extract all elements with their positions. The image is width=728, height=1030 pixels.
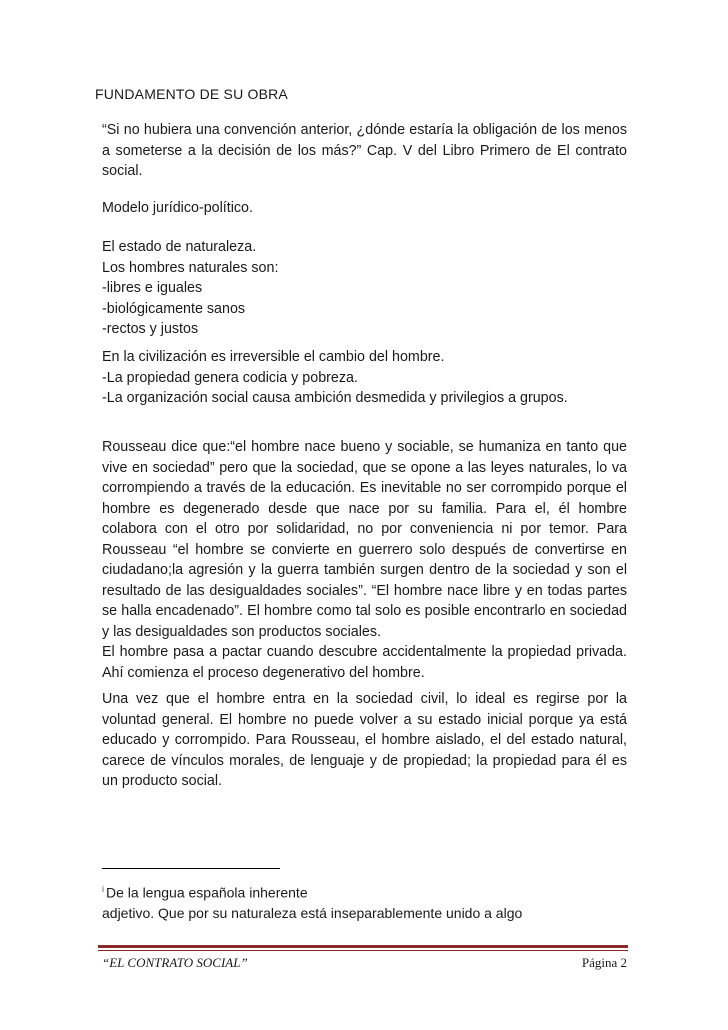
rousseau-section (102, 437, 627, 683)
model-label: Modelo jurídico-político. (102, 200, 253, 216)
civilization-intro: En la civilización es irreversible el cambio del hombre. (102, 349, 445, 365)
list-item: -libres e iguales (102, 280, 203, 296)
opening-quote: “Si no hubiera una convención anterior, ¿dónde estaría la obligación de los menos a someterse a la decisión de los más?” Cap. V del Libro Primero de El contrato social. (102, 122, 627, 179)
general-will-section (102, 689, 627, 792)
footer-divider-thin (98, 950, 628, 951)
nature-title: El estado de naturaleza. (102, 239, 257, 255)
list-item: -La propiedad genera codicia y pobreza. (102, 369, 358, 386)
state-of-nature-list (102, 237, 627, 340)
list-item: -La organización social causa ambición desmedida y privilegios a grupos. (102, 390, 568, 406)
footnote-separator (102, 868, 280, 869)
footnote (102, 879, 522, 923)
footer-title: “EL CONTRATO SOCIAL” (102, 955, 248, 970)
general-will-paragraph: Una vez que el hombre entra en la sociedad civil, lo ideal es regirse por la voluntad general. El hombre no puede volver a su estado inicial porque ya está educado y corrompido. Para Rousseau, el hombre aislado, el del estado natural, carece de vínculos morales, de lenguaje y de propiedad; la propiedad para él es un producto social. (102, 691, 627, 789)
list-item: -biológicamente sanos (102, 300, 246, 317)
rousseau-paragraph: Rousseau dice que:“el hombre nace bueno y sociable, se humaniza en tanto que vive en sociedad” pero que la sociedad, que se opone a las leyes naturales, lo va corrompiendo a través de la educación. Es inevitable no ser corrompido porque el hombre es degenerado desde que nace por su familia. Para el, él hombre colabora con el otro por solidaridad, no por conveniencia ni por temor. Para Rousseau “el hombre se convierte en guerrero solo después de convertirse en ciudadano;la agresión y la guerra también surgen dentro de la sociedad y son el resultado de las desigualdades sociales”. “El hombre nace libre y en todas partes se halla encadenado”. El hombre como tal solo es posible encontrarlo en sociedad y las desigualdades son productos sociales. (102, 439, 627, 640)
civilization-list (102, 347, 627, 409)
rousseau-paragraph-pact: El hombre pasa a pactar cuando descubre accidentalmente la propiedad privada. Ahí comienza el proceso degenerativo del hombre. (102, 644, 627, 681)
footnote-marker: i (102, 884, 104, 894)
list-item: -rectos y justos (102, 321, 199, 337)
page-number: Página 2 (581, 955, 627, 970)
section-heading: FUNDAMENTO DE SU OBRA (95, 86, 288, 102)
footnote-line: adjetivo. Que por su naturaleza está inseparablemente unido a algo (102, 904, 523, 921)
footnote-line: De la lengua española inherente (106, 884, 308, 901)
nature-intro: Los hombres naturales son: (102, 259, 279, 276)
footer-divider (98, 945, 628, 948)
